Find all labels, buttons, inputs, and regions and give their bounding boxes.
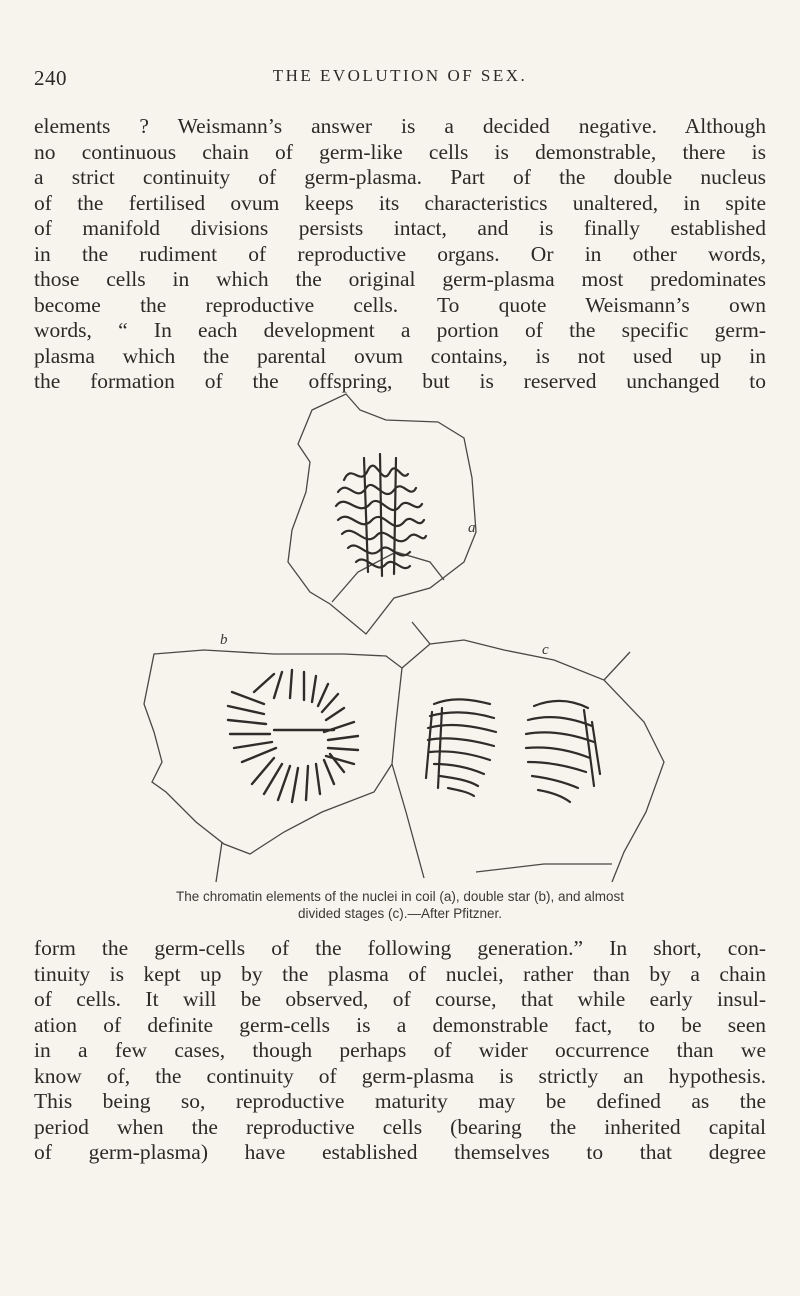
cell-c-right-tick xyxy=(604,652,630,680)
text-line: know of, the continuity of germ-plasma is strictly an hypothesis. xyxy=(34,1063,766,1088)
text-line: tinuity is kept up by the plasma of nuclei, rather than by a chain xyxy=(34,961,766,986)
chromatin-figure xyxy=(124,392,684,884)
running-head xyxy=(34,66,766,96)
figure-label-a: a xyxy=(468,520,476,536)
body-paragraph-top xyxy=(34,114,766,395)
text-line: no continuous chain of germ-like cells is demonstrable, there is xyxy=(34,139,766,164)
cell-a-inner-line xyxy=(332,552,444,602)
text-line: of the fertilised ovum keeps its characteristics unaltered, in spite xyxy=(34,190,766,215)
figure-caption xyxy=(90,888,710,922)
text-line: plasma which the parental ovum contains, is not used up in xyxy=(34,343,766,368)
text-line: elements ? Weismann’s answer is a decided negative. Although xyxy=(34,114,766,138)
chromatin-illustration xyxy=(124,392,684,884)
body-paragraph-bottom xyxy=(34,936,766,1166)
text-line: ation of definite germ-cells is a demonstrable fact, to be seen xyxy=(34,1012,766,1037)
running-title: THE EVOLUTION OF SEX. xyxy=(272,66,528,85)
text-line: of manifold divisions persists intact, and is finally established xyxy=(34,216,766,240)
chromatin-double-star xyxy=(228,670,358,802)
text-line: words, “ In each development a portion of the specific germ- xyxy=(34,318,766,342)
text-line: those cells in which the original germ-plasma most predominates xyxy=(34,267,766,291)
text-line: the formation of the offspring, but is reserved unchanged to xyxy=(34,369,766,393)
text-line: in the rudiment of reproductive organs. Or in other words, xyxy=(34,241,766,266)
chromatin-divided xyxy=(426,699,600,802)
cell-c-top-line xyxy=(412,622,430,644)
chromatin-coil xyxy=(336,454,426,576)
text-line: of cells. It will be observed, of course, that while early insul- xyxy=(34,987,766,1011)
page-number: 240 xyxy=(34,66,67,90)
text-line: This being so, reproductive maturity may be defined as the xyxy=(34,1089,766,1113)
cell-c-bottom-line xyxy=(476,864,612,872)
cell-c-left-line xyxy=(392,764,424,878)
text-line: period when the reproductive cells (bearing the inherited capital xyxy=(34,1114,766,1139)
figure-label-b: b xyxy=(220,632,228,648)
text-line: in a few cases, though perhaps of wider occurrence than we xyxy=(34,1038,766,1062)
text-line: of germ-plasma) have established themselves to that degree xyxy=(34,1140,766,1164)
text-line: a strict continuity of germ-plasma. Part of the double nucleus xyxy=(34,165,766,189)
text-line: form the germ-cells of the following generation.” In short, con- xyxy=(34,936,766,960)
text-line: become the reproductive cells. To quote Weismann’s own xyxy=(34,292,766,317)
cell-b-outline xyxy=(144,650,402,854)
caption-line: The chromatin elements of the nuclei in coil (a), double star (b), and almost xyxy=(176,889,624,904)
figure-label-c: c xyxy=(542,642,549,658)
cell-b-tail xyxy=(216,842,222,882)
caption-line: divided stages (c).—After Pfitzner. xyxy=(297,906,503,921)
